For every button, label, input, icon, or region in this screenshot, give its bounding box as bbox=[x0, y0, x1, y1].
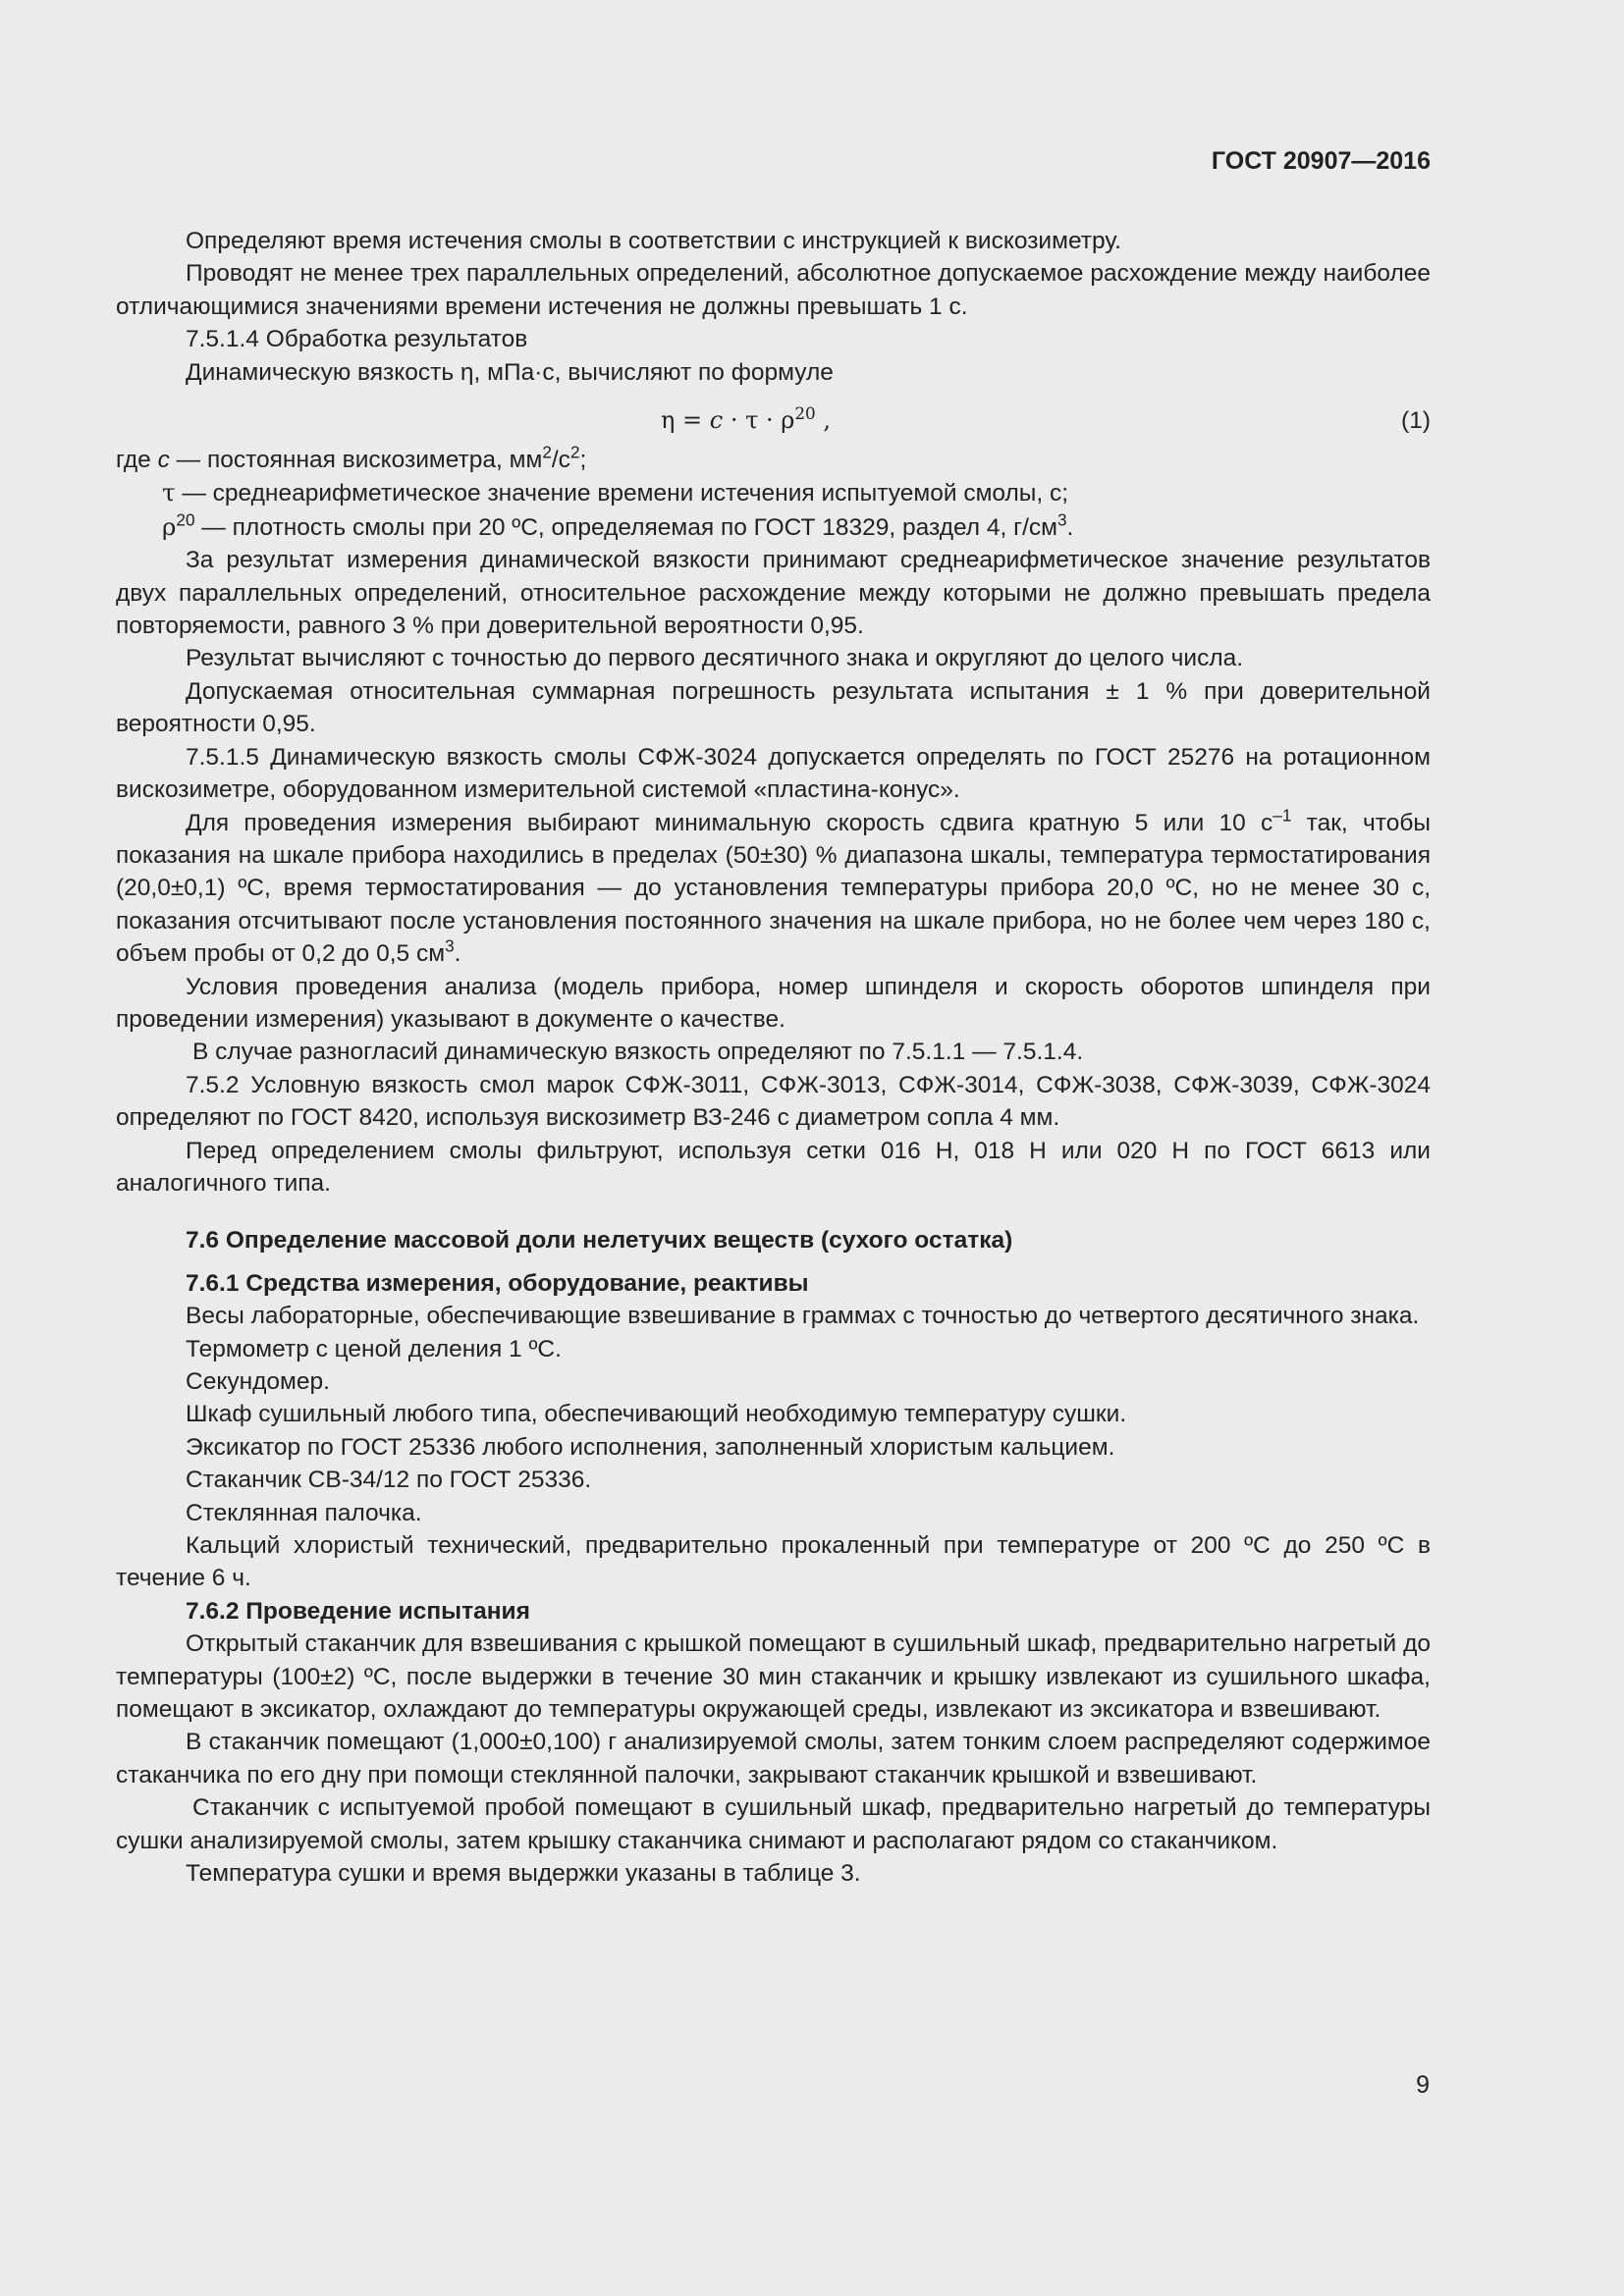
formula-variable-definition: τ — среднеарифметическое значение времени истечения испытуемой смолы, с; bbox=[162, 478, 1069, 507]
formula-variable-definition: $\rho^{20}$ — плотность смолы при 20 ºС, определяемая по ГОСТ 18329, раздел 4, $г/см^3$. bbox=[162, 509, 1074, 541]
paragraph: Весы лабораторные, обеспечивающие взвешивание в граммах с точностью до четвертого десятичного знака. bbox=[186, 1303, 1420, 1330]
paragraph: Определяют время истечения смолы в соответствии с инструкцией к вискозиметру. bbox=[186, 228, 1121, 254]
paragraph: Допускаемая относительная суммарная погрешность результата испытания ± 1 % при доверительной вероятности 0,95. bbox=[116, 677, 1431, 738]
list-item: Стаканчик СВ-34/12 по ГОСТ 25336. bbox=[186, 1467, 592, 1494]
list-item: Термометр с ценой деления 1 ºС. bbox=[186, 1335, 562, 1362]
paragraph: Стаканчик с испытуемой пробой помещают в сушильный шкаф, предварительно нагретый до температуры сушки анализируемой смолы, затем крышку стаканчика снимают и располагают рядом со стаканчиком. bbox=[116, 1794, 1431, 1854]
formula-variable-definition: где c — постоянная вискозиметра, $мм^2/с^2$; bbox=[116, 442, 587, 474]
paragraph: Для проведения измерения выбирают минимальную скорость сдвига кратную 5 или 10 $с^{-1}$ так, чтобы показания на шкале прибора находились в пределах (50±30) % диапазона шкалы, температура термостатирования (20,0±0,1) ºС, время термостатирования — до установления температуры прибора 20,0 ºС, но не менее 30 с, показания отсчитывают после установления постоянного значения на шкале прибора, но не более чем через 180 с, объем пробы от 0,2 до 0,5 $см^3$. bbox=[116, 805, 1431, 968]
paragraph: За результат измерения динамической вязкости принимают среднеарифметическое значение результатов двух параллельных определений, относительное расхождение между которыми не должно превышать предела повторяемости, равного 3 % при доверительной вероятности 0,95. bbox=[116, 547, 1431, 640]
list-item: Эксикатор по ГОСТ 25336 любого исполнения, заполненный хлористым кальцием. bbox=[186, 1433, 1115, 1461]
paragraph: 7.5.2 Условную вязкость смол марок СФЖ-3011, СФЖ-3013, СФЖ-3014, СФЖ-3038, СФЖ-3039, СФЖ-3024 определяют по ГОСТ 8420, используя вискозиметр ВЗ-246 с диаметром сопла 4 мм. bbox=[116, 1071, 1431, 1132]
paragraph: Динамическую вязкость η, мПа·с, вычисляют по формуле bbox=[186, 358, 834, 386]
list-item: Шкаф сушильный любого типа, обеспечивающий необходимую температуру сушки. bbox=[186, 1401, 1127, 1428]
document-standard-number: ГОСТ 20907—2016 bbox=[1211, 147, 1431, 175]
subsection-heading: 7.6.1 Средства измерения, оборудование, реактивы bbox=[186, 1269, 809, 1297]
paragraph: Результат вычисляют с точностью до первого десятичного знака и округляют до целого числа. bbox=[186, 645, 1244, 672]
page-number: 9 bbox=[1416, 2071, 1430, 2099]
paragraph: Температура сушки и время выдержки указаны в таблице 3. bbox=[186, 1860, 861, 1888]
list-item: Стеклянная палочка. bbox=[186, 1499, 422, 1526]
page-body bbox=[116, 225, 1431, 1891]
paragraph: В случае разногласий динамическую вязкость определяют по 7.5.1.1 — 7.5.1.4. bbox=[192, 1039, 1084, 1066]
list-item: Секундомер. bbox=[186, 1368, 330, 1395]
paragraph: Открытый стаканчик для взвешивания с крышкой помещают в сушильный шкаф, предварительно нагретый до температуры (100±2) ºС, после выдержки в течение 30 мин стаканчик и крышку извлекают из сушильного шкафа, помещают в эксикатор, охлаждают до температуры окружающей среды, извлекают из эксикатора и взвешивают. bbox=[116, 1630, 1431, 1724]
paragraph: В стаканчик помещают (1,000±0,100) г анализируемой смолы, затем тонким слоем распределяют содержимое стаканчика по его дну при помощи стеклянной палочки, закрывают стаканчик крышкой и взвешивают. bbox=[116, 1729, 1431, 1789]
equation-number: (1) bbox=[1401, 407, 1431, 435]
paragraph: 7.5.1.5 Динамическую вязкость смолы СФЖ-3024 допускается определять по ГОСТ 25276 на ротационном вискозиметре, оборудованном измерительной системой «пластина-конус». bbox=[116, 743, 1431, 804]
paragraph: Перед определением смолы фильтруют, используя сетки 016 Н, 018 Н или 020 Н по ГОСТ 6613 или аналогичного типа. bbox=[116, 1137, 1431, 1197]
paragraph: Условия проведения анализа (модель прибора, номер шпинделя и скорость оборотов шпинделя при проведении измерения) указывают в документе о качестве. bbox=[116, 973, 1431, 1033]
section-heading: 7.6 Определение массовой доли нелетучих веществ (сухого остатка) bbox=[186, 1227, 1013, 1255]
paragraph: Проводят не менее трех параллельных определений, абсолютное допускаемое расхождение между наиболее отличающимися значениями времени истечения не должны превышать 1 с. bbox=[116, 260, 1431, 320]
list-item: Кальций хлористый технический, предварительно прокаленный при температуре от 200 ºС до 250 ºС в течение 6 ч. bbox=[116, 1532, 1431, 1592]
formula-expression: $\eta = c \cdot \tau \cdot \rho^{20}$ , bbox=[661, 402, 831, 435]
subsection-heading: 7.6.2 Проведение испытания bbox=[186, 1597, 530, 1625]
section-heading: 7.5.1.4 Обработка результатов bbox=[186, 326, 528, 353]
formula-block bbox=[116, 395, 1431, 444]
